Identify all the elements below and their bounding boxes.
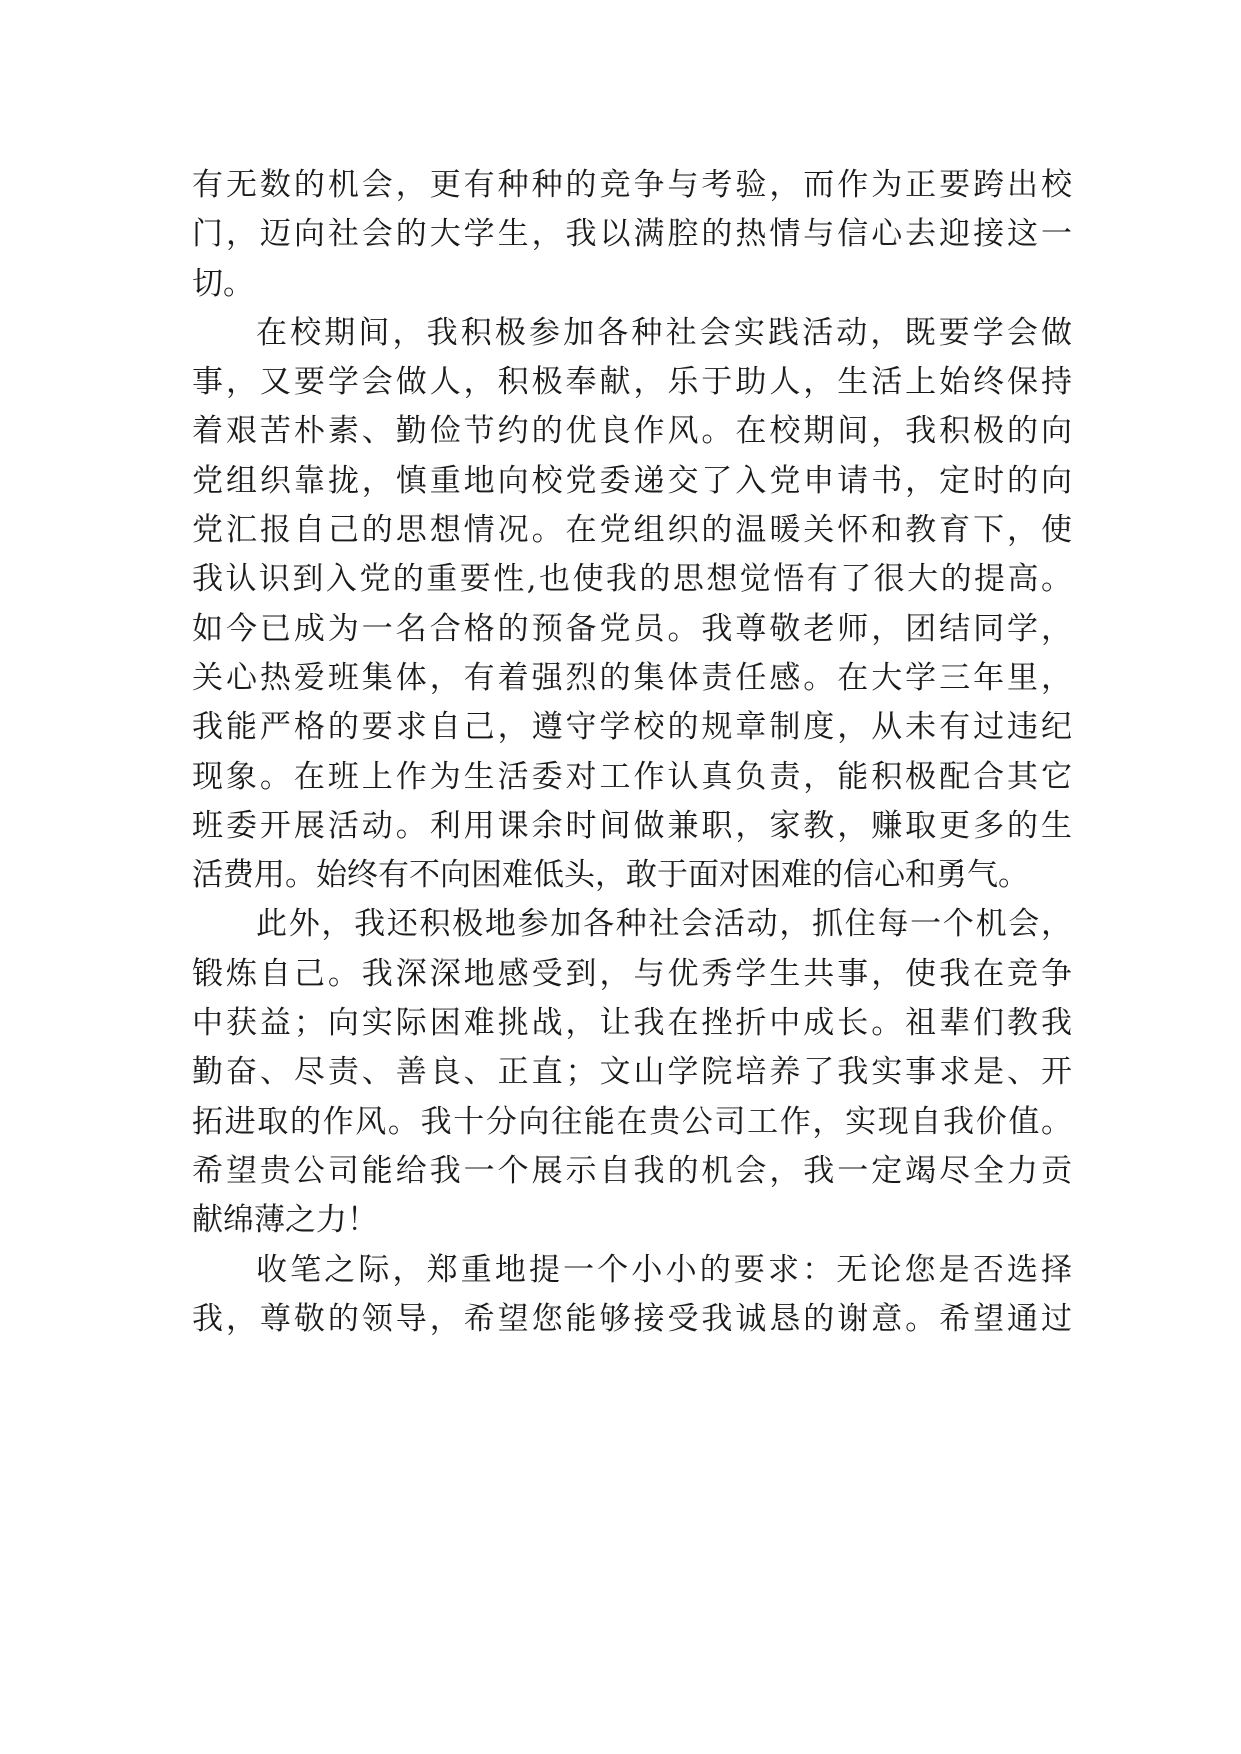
text-line: 活费用。始终有不向困难低头，敢于面对困难的信心和勇气。 [192,857,1029,894]
text-line: 门，迈向社会的大学生，我以满腔的热情与信心去迎接这一 [192,216,1072,253]
paragraph-first-line: 在校期间，我积极参加各种社会实践活动，既要学会做 [256,314,1072,351]
text-line: 切。 [192,265,254,302]
text-line: 党组织靠拢，慎重地向校党委递交了入党申请书，定时的向 [192,462,1072,499]
text-line: 党汇报自己的思想情况。在党组织的温暖关怀和教育下，使 [192,512,1072,549]
text-line: 中获益；向实际困难挑战，让我在挫折中成长。祖辈们教我 [192,1005,1072,1042]
text-line: 锻炼自己。我深深地感受到，与优秀学生共事，使我在竞争 [192,955,1072,992]
text-line: 勤奋、尽责、善良、正直；文山学院培养了我实事求是、开 [192,1054,1072,1091]
paragraph-first-line: 此外，我还积极地参加各种社会活动，抓住每一个机会， [256,906,1072,943]
text-line: 班委开展活动。利用课余时间做兼职，家教，赚取更多的生 [192,807,1072,844]
text-line: 献绵薄之力！ [192,1202,378,1239]
text-line: 拓进取的作风。我十分向往能在贵公司工作，实现自我价值。 [192,1103,1072,1140]
text-line: 有无数的机会，更有种种的竞争与考验，而作为正要跨出校 [192,167,1072,203]
text-line: 现象。在班上作为生活委对工作认真负责，能积极配合其它 [192,758,1072,795]
text-line: 我认识到入党的重要性,也使我的思想觉悟有了很大的提高。 [192,561,1072,598]
text-line: 我能严格的要求自己，遵守学校的规章制度，从未有过违纪 [192,709,1072,746]
text-line: 关心热爱班集体，有着强烈的集体责任感。在大学三年里， [192,659,1072,696]
paragraph-first-line: 收笔之际，郑重地提一个小小的要求：无论您是否选择 [256,1251,1072,1288]
text-line: 希望贵公司能给我一个展示自我的机会，我一定竭尽全力贡 [192,1152,1072,1189]
text-line: 如今已成为一名合格的预备党员。我尊敬老师，团结同学， [192,610,1072,647]
text-line: 事，又要学会做人，积极奉献，乐于助人，生活上始终保持 [192,364,1072,401]
text-line: 着艰苦朴素、勤俭节约的优良作风。在校期间，我积极的向 [192,413,1072,450]
document-body [192,161,1072,1344]
text-line: 我，尊敬的领导，希望您能够接受我诚恳的谢意。希望通过 [192,1300,1072,1337]
